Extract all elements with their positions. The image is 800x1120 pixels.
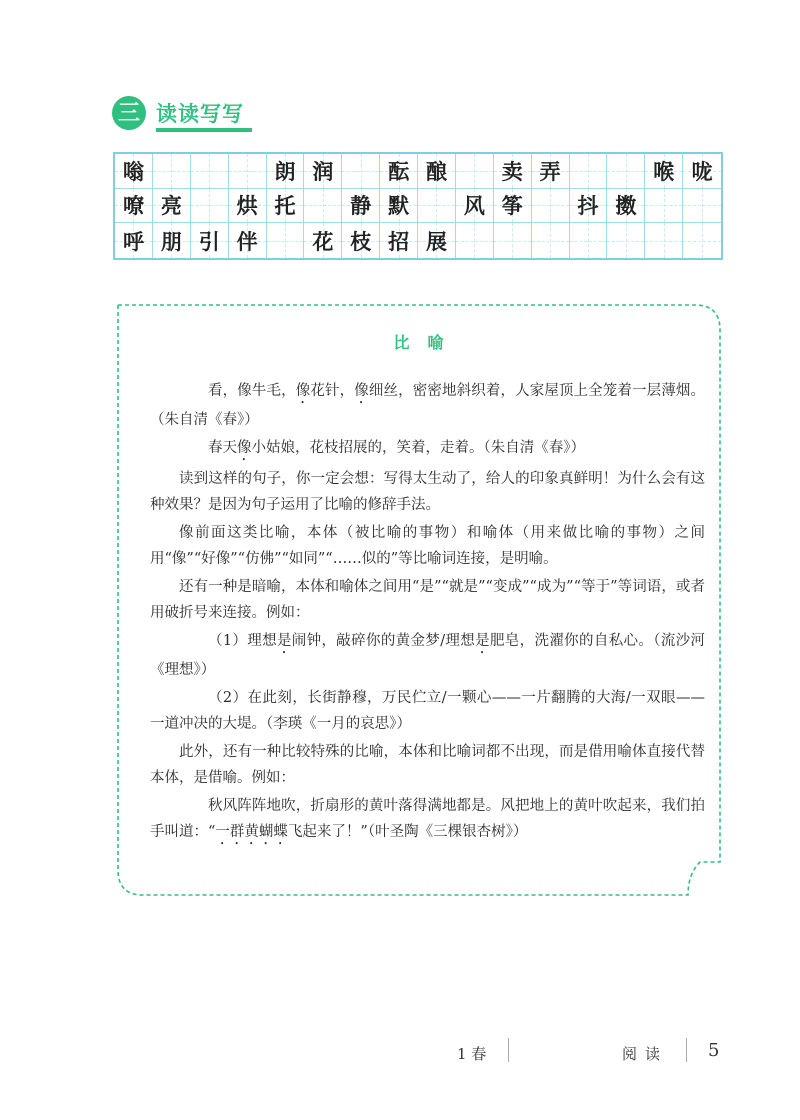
grid-character: 呼: [122, 229, 144, 254]
grid-cell: [342, 154, 380, 189]
grid-character: 朋: [160, 229, 182, 254]
grid-character: 酝: [388, 159, 410, 184]
grid-cell: [418, 189, 456, 224]
grid-cell: [267, 154, 305, 189]
grid-cell: [191, 223, 229, 258]
grid-character: 烘: [236, 194, 258, 219]
reading-title: 比喻: [393, 333, 462, 352]
grid-cell: [532, 154, 570, 189]
grid-cell: [115, 189, 153, 224]
paragraph-intro: 读到这样的句子，你一定会想：写得太生动了，给人的印象真鲜明！为什么会有这种效果？是因为句子运用了比喻的修辞手法。: [150, 471, 705, 513]
grid-cell: [342, 223, 380, 258]
reading-box: [150, 330, 705, 850]
grid-character: 托: [274, 194, 296, 219]
grid-character: 咙: [691, 159, 713, 184]
grid-character: 亮: [160, 194, 182, 219]
grid-character: 筝: [501, 194, 523, 219]
footer-section-label: 阅读: [622, 1045, 669, 1063]
grid-character: 嗡: [122, 159, 144, 184]
grid-cell: [304, 154, 342, 189]
section-title-underline: [156, 128, 252, 132]
example-simile-2: 春天像小姑娘，花枝招展的，笑着，走着。（朱自清《春》）: [208, 440, 585, 456]
grid-cell: [456, 223, 494, 258]
grid-cell: [304, 189, 342, 224]
grid-cell: [607, 223, 645, 258]
grid-cell: [456, 154, 494, 189]
grid-character: 嘹: [122, 194, 144, 219]
grid-cell: [115, 154, 153, 189]
grid-character: 弄: [539, 159, 561, 184]
section-header: [112, 92, 262, 138]
grid-cell: [683, 154, 721, 189]
grid-character: 抖: [577, 194, 599, 219]
grid-cell: [267, 189, 305, 224]
example-simile-1: 看，像牛毛，像花针，像细丝，密密地斜织着，人家屋顶上全笼着一层薄烟。（朱自清《春》）: [150, 383, 706, 428]
grid-character: 朗: [274, 159, 296, 184]
grid-cell: [380, 154, 418, 189]
grid-cell: [570, 223, 608, 258]
grid-cell: [115, 223, 153, 258]
grid-cell: [153, 154, 191, 189]
grid-cell: [380, 189, 418, 224]
grid-character: 擞: [615, 194, 637, 219]
grid-cell: [153, 189, 191, 224]
grid-character: 喉: [653, 159, 675, 184]
grid-cell: [570, 154, 608, 189]
paragraph-simile: 像前面这类比喻，本体（被比喻的事物）和喻体（用来做比喻的事物）之间用“像”“好像”“仿佛”“如同”“……似的”等比喻词连接，是明喻。: [150, 525, 705, 567]
grid-character: 伴: [236, 229, 258, 254]
grid-cell: [532, 189, 570, 224]
grid-cell: [683, 223, 721, 258]
example-metaphor-1: （1）理想是闹钟，敲碎你的黄金梦/理想是肥皂，洗濯你的自私心。（流沙河《理想》）: [150, 633, 706, 678]
grid-cell: [191, 189, 229, 224]
grid-cell: [267, 223, 305, 258]
page-number: 5: [708, 1040, 720, 1061]
grid-cell: [607, 154, 645, 189]
grid-cell: [645, 189, 683, 224]
paragraph-metaphor: 还有一种是暗喻，本体和喻体之间用“是”“就是”“变成”“成为”“等于”等词语，或者用破折号来连接。例如：: [150, 579, 705, 621]
paragraph-metonymy: 此外，还有一种比较特殊的比喻，本体和比喻词都不出现，而是借用喻体直接代替本体，是借喻。例如：: [150, 744, 705, 786]
grid-cell: [229, 154, 267, 189]
grid-cell: [304, 223, 342, 258]
grid-character: 酿: [425, 159, 447, 184]
grid-cell: [683, 189, 721, 224]
grid-character: 默: [388, 194, 410, 219]
grid-character: 润: [312, 159, 334, 184]
grid-character: 引: [198, 229, 220, 254]
grid-cell: [645, 223, 683, 258]
grid-cell: [418, 223, 456, 258]
grid-cell: [456, 189, 494, 224]
grid-cell: [532, 223, 570, 258]
section-title: 读读写写: [156, 101, 244, 126]
grid-cell: [494, 189, 532, 224]
grid-character: 枝: [350, 229, 372, 254]
section-number-badge: 三: [112, 96, 146, 130]
footer-divider: [508, 1038, 509, 1062]
grid-cell: [229, 223, 267, 258]
footer-unit-label: 1 春: [457, 1045, 487, 1063]
grid-cell: [342, 189, 380, 224]
grid-cell: [494, 154, 532, 189]
grid-character: 风: [463, 194, 485, 219]
grid-cell: [191, 154, 229, 189]
grid-character: 卖: [501, 159, 523, 184]
grid-cell: [607, 189, 645, 224]
example-metaphor-2: （2）在此刻，长街静穆，万民伫立/一颗心——一片翻腾的大海/一双眼——一道冲决的大堤。（李瑛《一月的哀思》）: [150, 690, 705, 732]
grid-character: 静: [350, 194, 372, 219]
grid-cell: [229, 189, 267, 224]
grid-cell: [153, 223, 191, 258]
character-practice-grid: [113, 152, 723, 260]
grid-cell: [380, 223, 418, 258]
grid-character: 招: [388, 229, 410, 254]
grid-character: 花: [312, 229, 334, 254]
footer-divider: [686, 1038, 687, 1062]
example-metonymy: 秋风阵阵地吹，折扇形的黄叶落得满地都是。风把地上的黄叶吹起来，我们拍手叫道：“一群黄蝴蝶飞起来了！”（叶圣陶《三棵银杏树》）: [150, 798, 706, 840]
grid-cell: [570, 189, 608, 224]
grid-cell: [494, 223, 532, 258]
grid-character: 展: [425, 229, 447, 254]
grid-cell: [418, 154, 456, 189]
grid-cell: [645, 154, 683, 189]
